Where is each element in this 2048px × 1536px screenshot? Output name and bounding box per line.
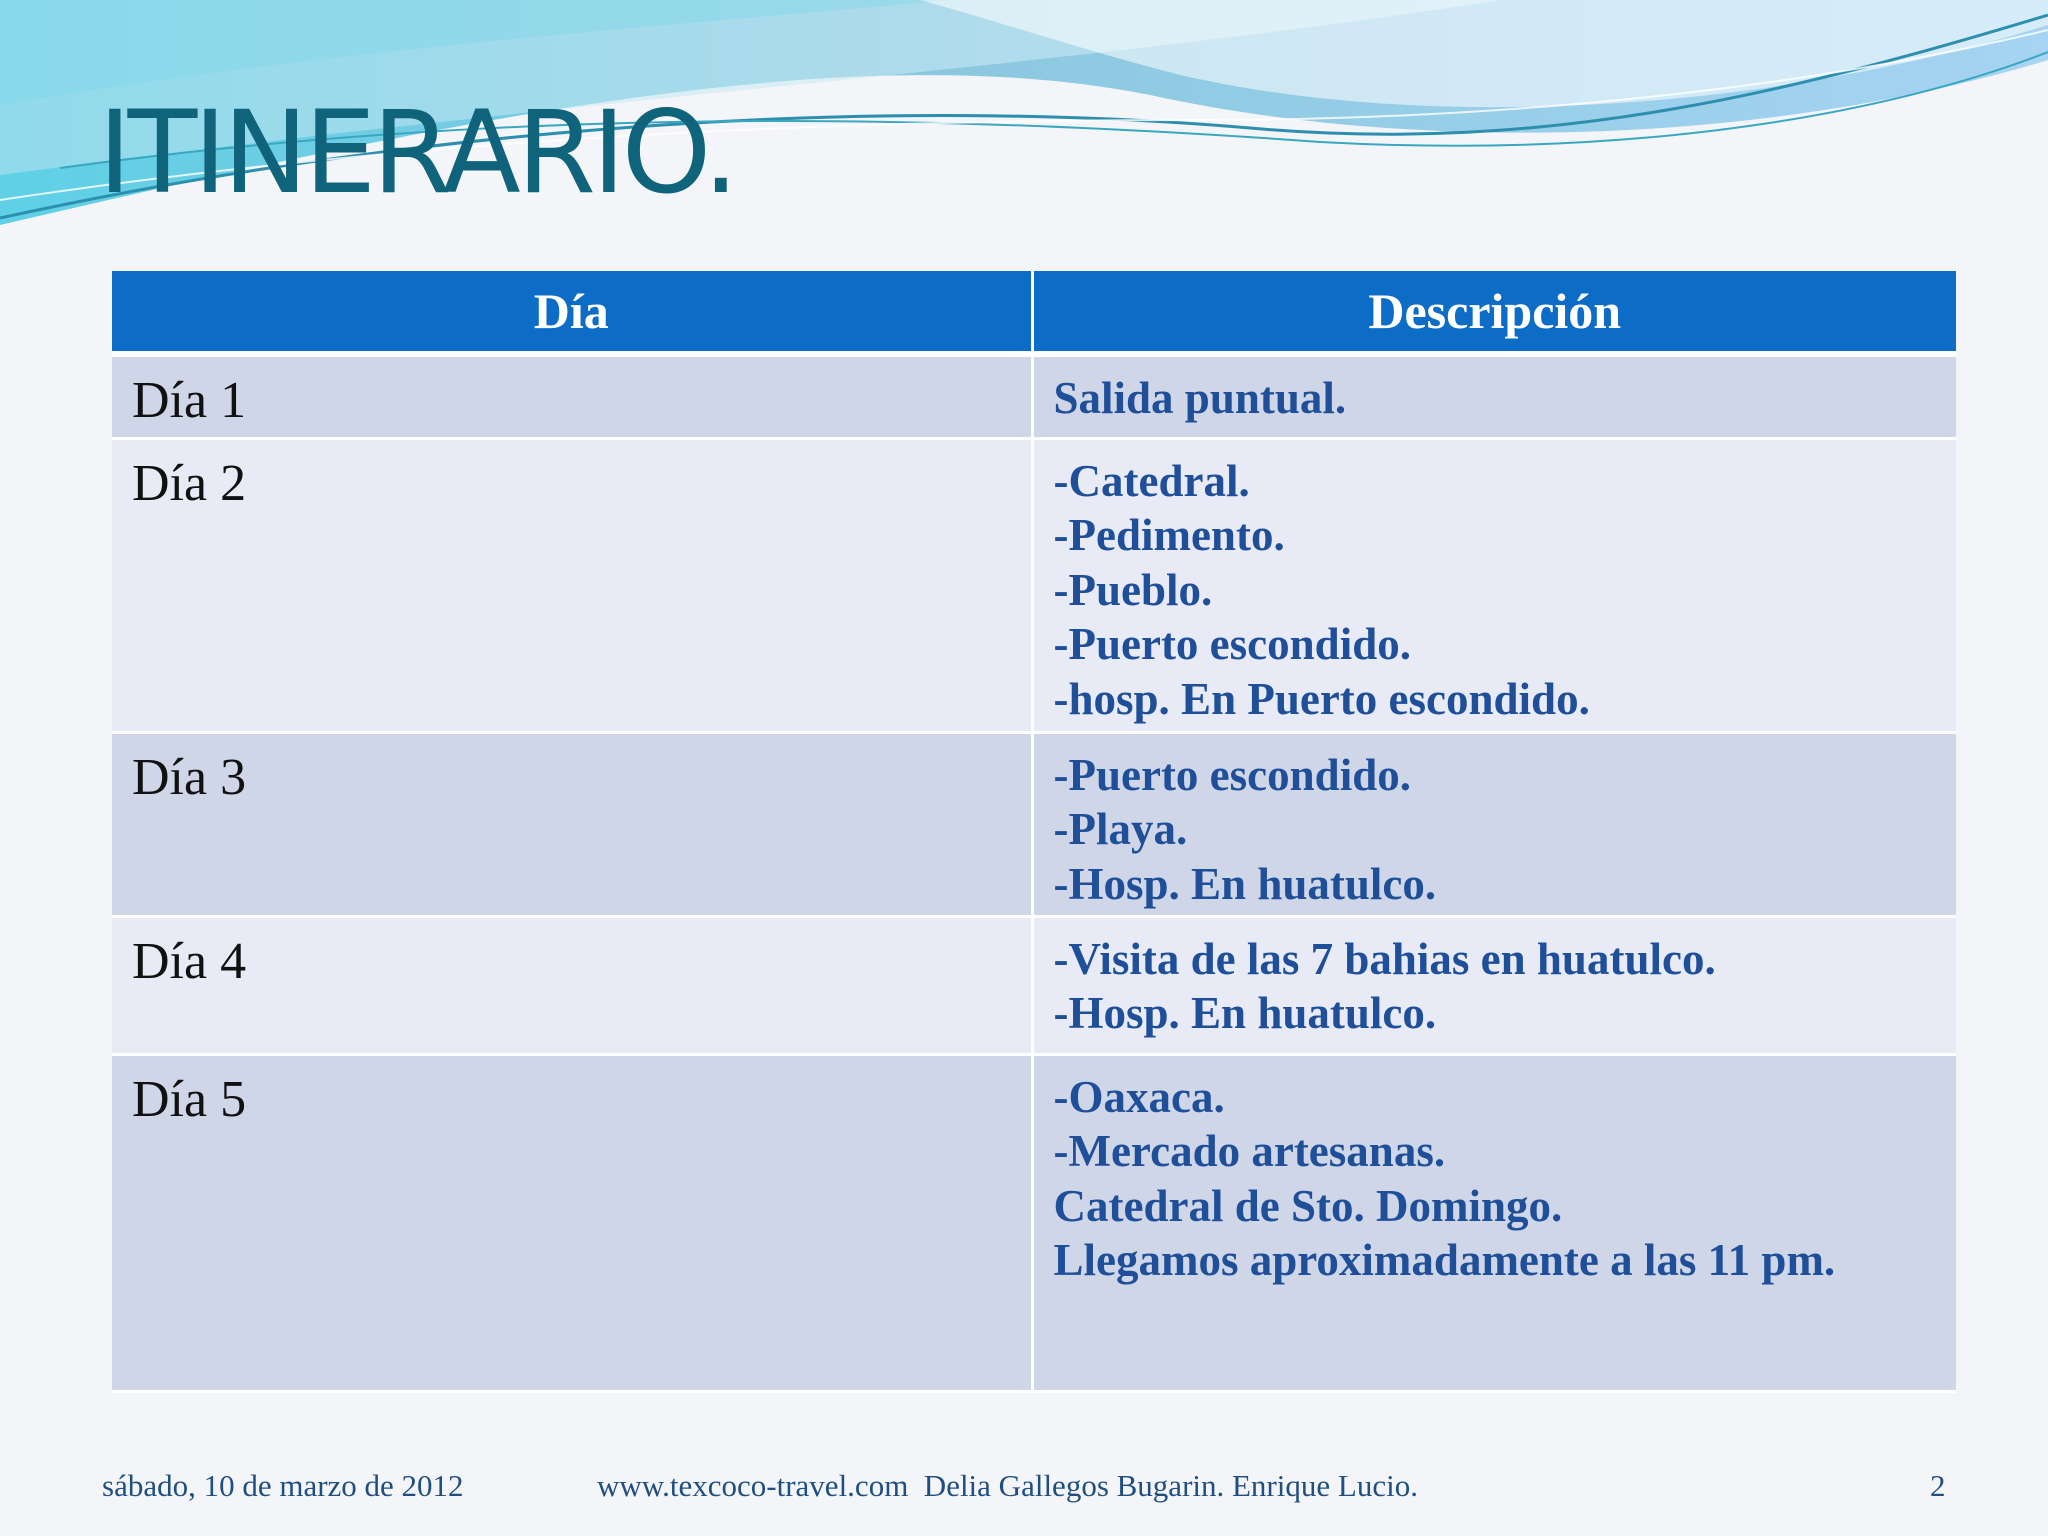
description-line: -Oaxaca. [1053, 1071, 1225, 1122]
slide-number: 2 [1930, 1468, 1946, 1503]
description-line: Catedral de Sto. Domingo. [1053, 1180, 1563, 1231]
description-line: -Visita de las 7 bahias en huatulco. [1053, 933, 1716, 984]
description-line: Llegamos aproximadamente a las 11 pm. [1053, 1235, 1836, 1285]
slide-title: ITINERARIO. [98, 86, 735, 219]
table-row [112, 732, 1956, 916]
table-row [112, 1054, 1956, 1391]
column-header-description: Descripción [1032, 271, 1956, 354]
description-line: -Puerto escondido. [1053, 619, 1411, 669]
description-line: -hosp. En Puerto escondido. [1053, 673, 1590, 724]
table-row [112, 354, 1956, 438]
description-line: -Catedral. [1053, 455, 1250, 506]
description-line: Salida puntual. [1053, 373, 1347, 423]
day-cell: Día 2 [112, 438, 1032, 732]
table-row [112, 438, 1956, 732]
description-line: -Hosp. En huatulco. [1053, 988, 1437, 1038]
description-line: -Playa. [1053, 804, 1188, 854]
description-line: -Pueblo. [1053, 564, 1213, 615]
description-line: -Puerto escondido. [1053, 749, 1411, 800]
description-cell [1032, 438, 1956, 732]
description-line: -Pedimento. [1053, 510, 1285, 560]
column-header-day: Día [112, 271, 1032, 354]
day-cell: Día 3 [112, 732, 1032, 916]
day-cell: Día 4 [112, 916, 1032, 1054]
description-line: -Mercado artesanas. [1053, 1126, 1446, 1176]
itinerary-table [112, 271, 1956, 1393]
description-cell [1032, 916, 1956, 1054]
day-cell: Día 5 [112, 1054, 1032, 1391]
footer-date: sábado, 10 de marzo de 2012 [102, 1468, 464, 1503]
description-line: -Hosp. En huatulco. [1053, 858, 1437, 909]
footer-authors: www.texcoco-travel.com Delia Gallegos Bugarin. Enrique Lucio. [597, 1468, 1418, 1503]
table-row [112, 916, 1956, 1054]
description-cell [1032, 354, 1956, 438]
description-cell [1032, 1054, 1956, 1391]
description-cell [1032, 732, 1956, 916]
day-cell: Día 1 [112, 354, 1032, 438]
table-header-row [112, 271, 1956, 354]
